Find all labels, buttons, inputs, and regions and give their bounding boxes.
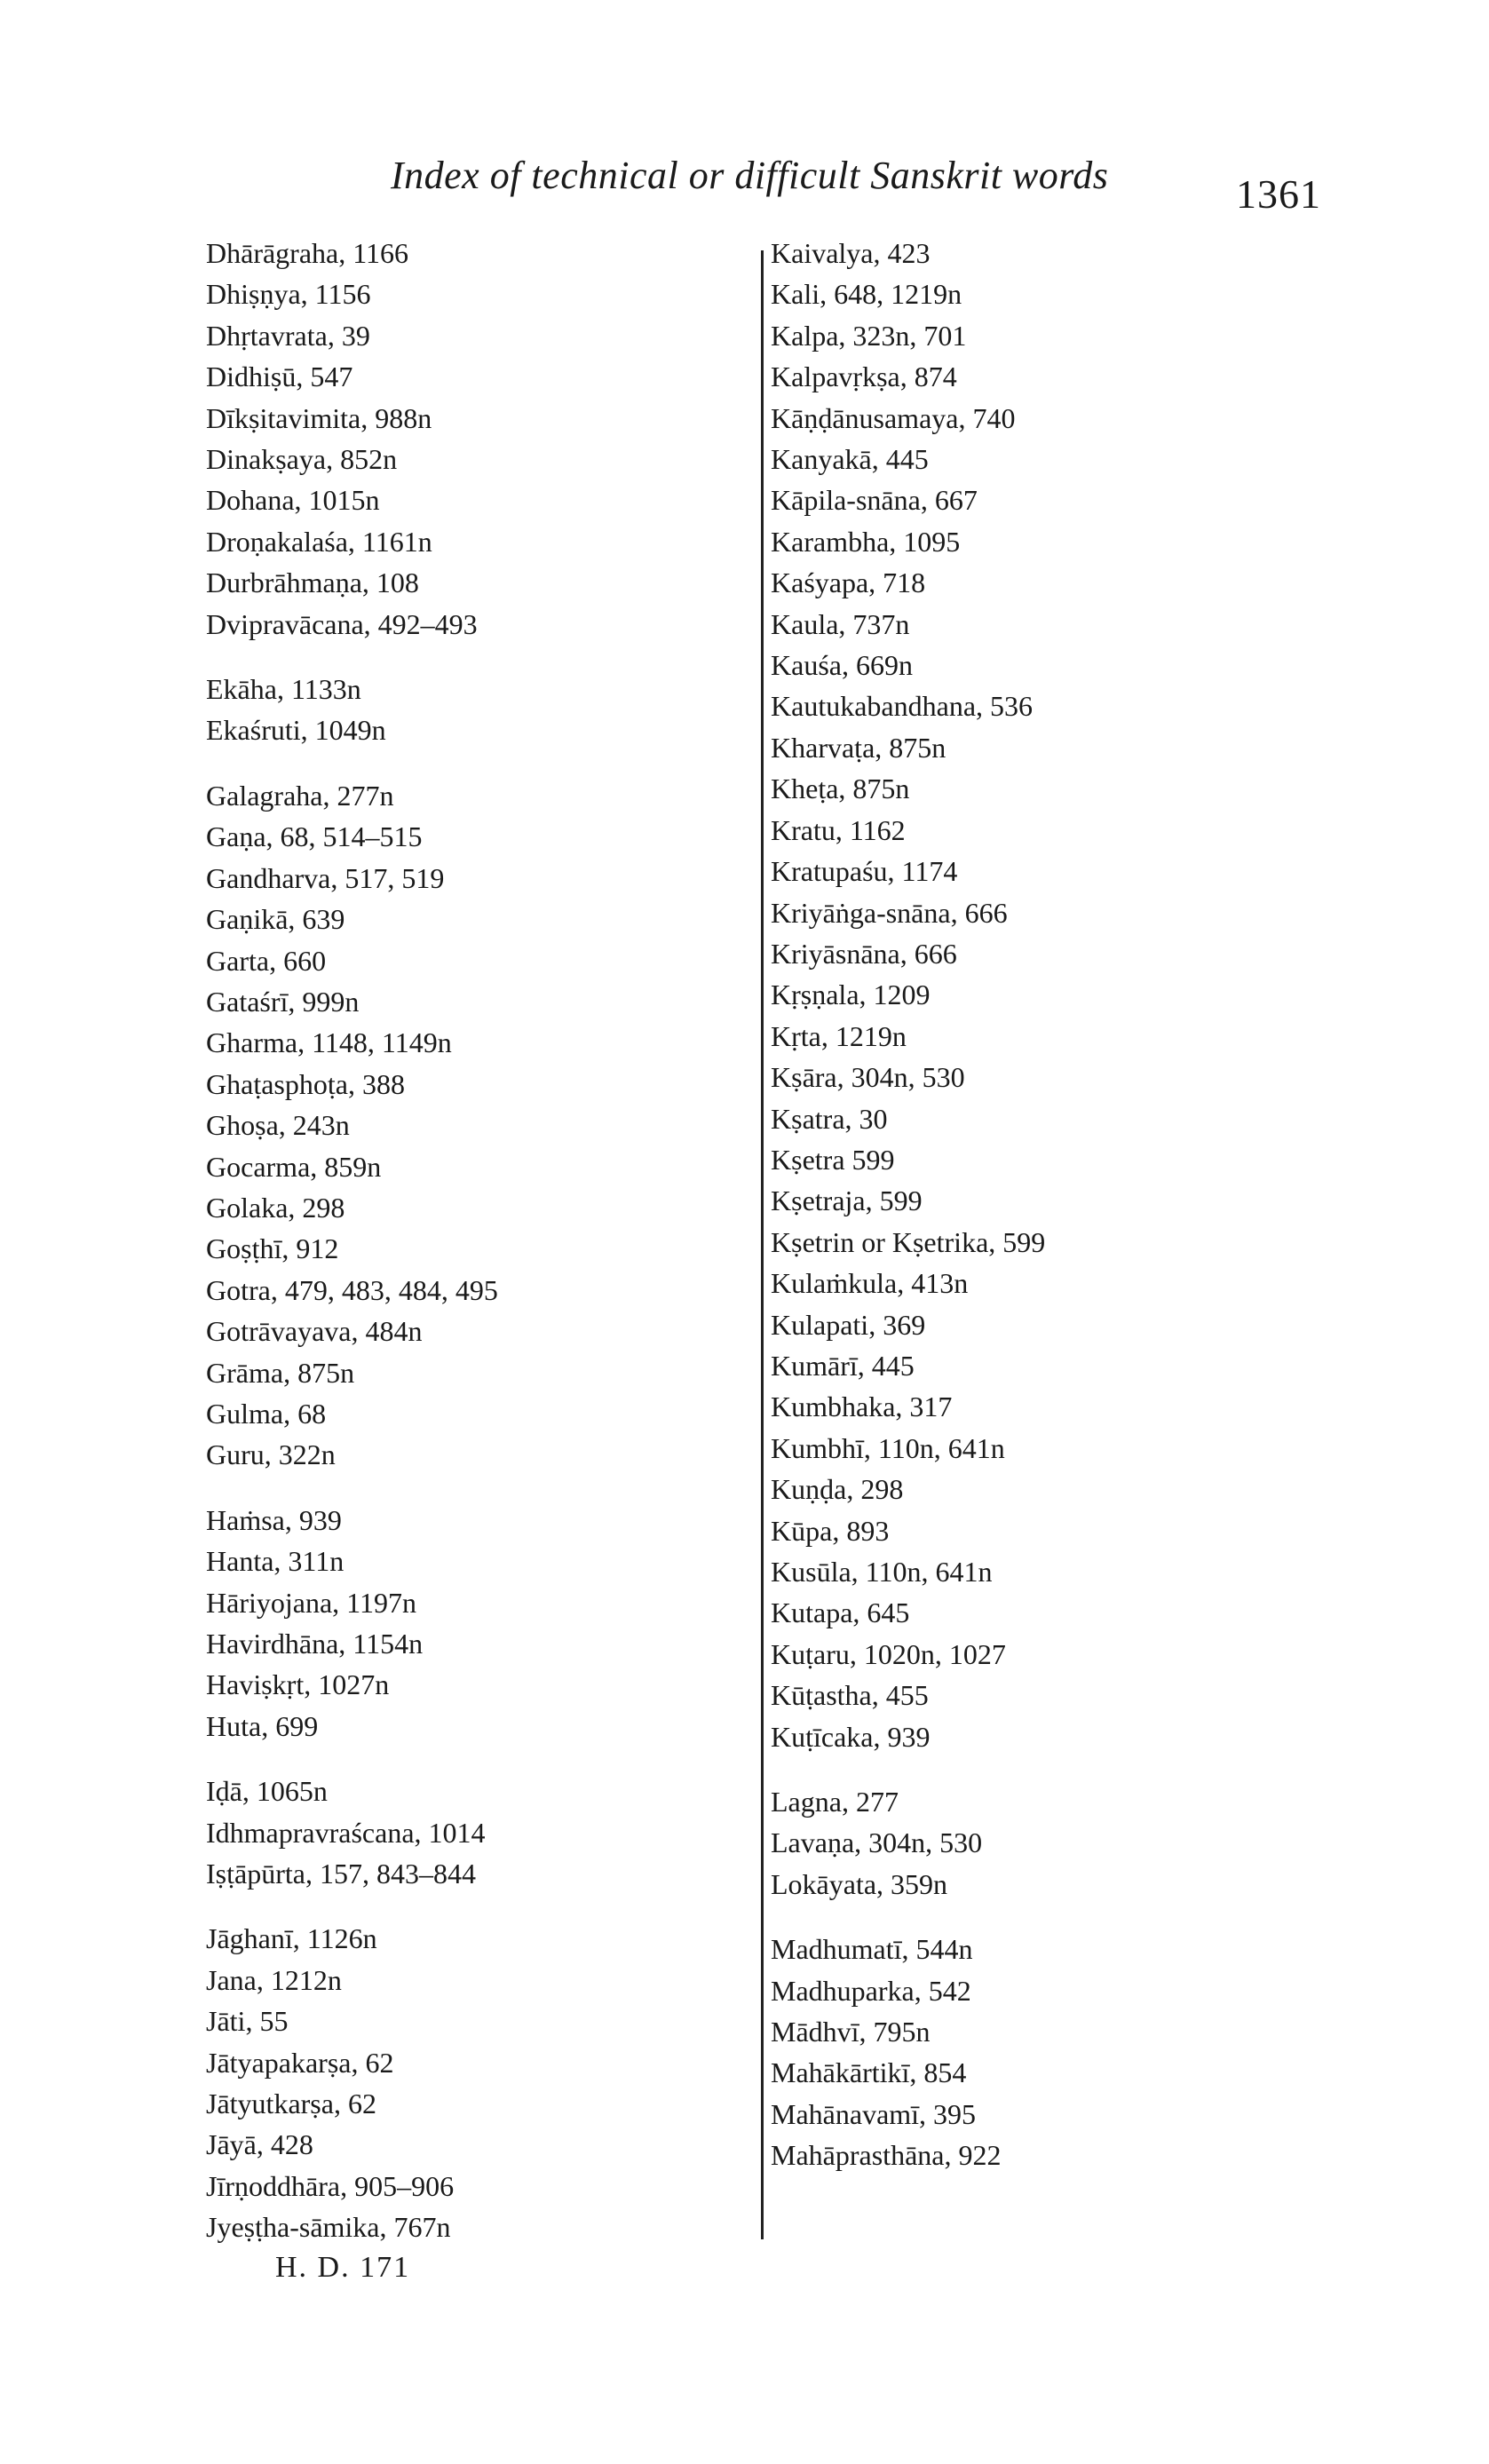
index-entry: Kutapa, 645 bbox=[771, 1596, 910, 1629]
index-entry: Madhuparka, 542 bbox=[771, 1974, 971, 2007]
index-entry: Ekaśruti, 1049n bbox=[206, 714, 386, 747]
index-entry: Guru, 322n bbox=[206, 1438, 336, 1471]
index-letter-group bbox=[206, 669, 498, 751]
index-entry: Kṛta, 1219n bbox=[771, 1019, 907, 1052]
column-divider-rule bbox=[761, 250, 764, 2239]
index-entry: Dīkṣitavimita, 988n bbox=[206, 401, 432, 434]
index-entry: Kṣatra, 30 bbox=[771, 1102, 888, 1135]
index-entry: Hanta, 311n bbox=[206, 1545, 345, 1578]
index-entry: Haṁsa, 939 bbox=[206, 1503, 342, 1536]
index-entry: Didhiṣū, 547 bbox=[206, 360, 353, 393]
index-entry: Kauśa, 669n bbox=[771, 649, 913, 682]
index-entry: Jīrṇoddhāra, 905–906 bbox=[206, 2169, 455, 2202]
index-entry: Mahāprasthāna, 922 bbox=[771, 2139, 1002, 2172]
index-entry: Garta, 660 bbox=[206, 944, 327, 977]
index-entry: Gocarma, 859n bbox=[206, 1150, 382, 1183]
index-entry: Kṣāra, 304n, 530 bbox=[771, 1061, 965, 1094]
index-entry: Kaivalya, 423 bbox=[771, 237, 931, 269]
index-entry: Jāti, 55 bbox=[206, 2005, 289, 2038]
index-entry: Gotra, 479, 483, 484, 495 bbox=[206, 1273, 498, 1306]
index-entry: Kumbhī, 110n, 641n bbox=[771, 1431, 1005, 1464]
index-entry: Kaula, 737n bbox=[771, 607, 910, 640]
index-entry: Kaśyapa, 718 bbox=[771, 566, 926, 599]
index-entry: Grāma, 875n bbox=[206, 1356, 355, 1389]
index-letter-group bbox=[206, 775, 498, 1476]
index-entry: Kuṇḍa, 298 bbox=[771, 1473, 904, 1506]
index-entry: Kusūla, 110n, 641n bbox=[771, 1556, 993, 1588]
index-entry: Jāghanī, 1126n bbox=[206, 1922, 377, 1955]
index-entry: Kanyakā, 445 bbox=[771, 443, 929, 476]
index-entry: Idhmapravraścana, 1014 bbox=[206, 1816, 486, 1849]
index-entry: Lavaṇa, 304n, 530 bbox=[771, 1826, 983, 1859]
index-column-left bbox=[206, 233, 498, 2272]
index-entry: Ekāha, 1133n bbox=[206, 673, 361, 706]
index-entry: Gataśrī, 999n bbox=[206, 985, 360, 1018]
index-entry: Mādhvī, 795n bbox=[771, 2016, 931, 2048]
index-letter-group bbox=[771, 1929, 1045, 2175]
index-entry: Jāyā, 428 bbox=[206, 2128, 313, 2161]
index-letter-group bbox=[206, 1500, 498, 1747]
index-entry: Iḍā, 1065n bbox=[206, 1775, 328, 1808]
index-entry: Kṣetrin or Kṣetrika, 599 bbox=[771, 1225, 1046, 1258]
index-entry: Dvipravācana, 492–493 bbox=[206, 607, 478, 640]
index-entry: Gandharva, 517, 519 bbox=[206, 861, 445, 894]
index-letter-group bbox=[206, 1771, 498, 1894]
index-entry: Kratu, 1162 bbox=[771, 813, 906, 846]
index-entry: Jyeṣṭha-sāmika, 767n bbox=[206, 2211, 451, 2244]
index-letter-group bbox=[771, 233, 1045, 1757]
index-entry: Iṣṭāpūrta, 157, 843–844 bbox=[206, 1858, 476, 1890]
index-entry: Lokāyata, 359n bbox=[771, 1867, 948, 1900]
index-entry: Kriyāṅga-snāna, 666 bbox=[771, 896, 1008, 929]
index-entry: Kriyāsnāna, 666 bbox=[771, 937, 957, 970]
index-entry: Kulapati, 369 bbox=[771, 1308, 926, 1341]
index-entry: Mahānavamī, 395 bbox=[771, 2097, 977, 2130]
index-entry: Dinakṣaya, 852n bbox=[206, 443, 398, 476]
index-letter-group bbox=[206, 233, 498, 645]
index-entry: Gotrāvayava, 484n bbox=[206, 1315, 423, 1348]
index-entry: Gulma, 68 bbox=[206, 1397, 327, 1430]
index-entry: Gaṇa, 68, 514–515 bbox=[206, 820, 423, 853]
index-entry: Jana, 1212n bbox=[206, 1963, 342, 1996]
index-entry: Kuṭīcaka, 939 bbox=[771, 1720, 931, 1753]
index-entry: Kūṭastha, 455 bbox=[771, 1679, 929, 1712]
index-entry: Kuṭaru, 1020n, 1027 bbox=[771, 1637, 1006, 1670]
index-entry: Haviṣkṛt, 1027n bbox=[206, 1668, 390, 1701]
index-entry: Mahākārtikī, 854 bbox=[771, 2056, 967, 2089]
index-entry: Kṛṣṇala, 1209 bbox=[771, 978, 931, 1011]
index-entry: Kali, 648, 1219n bbox=[771, 278, 962, 311]
index-entry: Golaka, 298 bbox=[206, 1191, 345, 1224]
index-entry: Dhiṣṇya, 1156 bbox=[206, 278, 371, 311]
index-letter-group bbox=[771, 1781, 1045, 1905]
index-entry: Kūpa, 893 bbox=[771, 1514, 890, 1547]
index-letter-group bbox=[206, 1918, 498, 2247]
index-entry: Dohana, 1015n bbox=[206, 484, 380, 517]
index-entry: Kṣetraja, 599 bbox=[771, 1184, 923, 1217]
index-entry: Ghaṭasphoṭa, 388 bbox=[206, 1067, 405, 1100]
index-entry: Gharma, 1148, 1149n bbox=[206, 1026, 452, 1059]
index-entry: Madhumatī, 544n bbox=[771, 1933, 973, 1966]
printer-signature-mark: H. D. 171 bbox=[275, 2251, 411, 2284]
index-entry: Lagna, 277 bbox=[771, 1786, 899, 1818]
index-entry: Kalpa, 323n, 701 bbox=[771, 319, 967, 352]
page-number: 1361 bbox=[1236, 171, 1321, 217]
index-entry: Kumbhaka, 317 bbox=[771, 1390, 953, 1423]
index-entry: Kṣetra 599 bbox=[771, 1143, 895, 1176]
index-entry: Huta, 699 bbox=[206, 1709, 319, 1742]
index-entry: Havirdhāna, 1154n bbox=[206, 1628, 424, 1660]
index-entry: Hāriyojana, 1197n bbox=[206, 1586, 416, 1619]
index-entry: Jātyapakarṣa, 62 bbox=[206, 2046, 394, 2079]
index-entry: Kalpavṛkṣa, 874 bbox=[771, 360, 957, 393]
index-entry: Gaṇikā, 639 bbox=[206, 903, 345, 936]
index-entry: Dhārāgraha, 1166 bbox=[206, 237, 409, 269]
index-entry: Kulaṁkula, 413n bbox=[771, 1267, 969, 1300]
index-entry: Kharvaṭa, 875n bbox=[771, 731, 946, 764]
index-entry: Kāpila-snāna, 667 bbox=[771, 484, 978, 517]
index-entry: Dhṛtavrata, 39 bbox=[206, 319, 370, 352]
index-entry: Durbrāhmaṇa, 108 bbox=[206, 566, 419, 599]
index-entry: Ghoṣa, 243n bbox=[206, 1109, 350, 1142]
index-entry: Goṣṭhī, 912 bbox=[206, 1232, 339, 1265]
index-column-right bbox=[771, 233, 1045, 2200]
running-header-title: Index of technical or difficult Sanskrit words bbox=[391, 154, 1109, 197]
index-entry: Kautukabandhana, 536 bbox=[771, 690, 1034, 723]
index-entry: Kheṭa, 875n bbox=[771, 772, 910, 805]
index-entry: Galagraha, 277n bbox=[206, 779, 394, 812]
index-entry: Karambha, 1095 bbox=[771, 525, 961, 558]
index-entry: Droṇakalaśa, 1161n bbox=[206, 525, 432, 558]
index-entry: Kāṇḍānusamaya, 740 bbox=[771, 401, 1016, 434]
index-entry: Kratupaśu, 1174 bbox=[771, 855, 958, 888]
index-entry: Jātyutkarṣa, 62 bbox=[206, 2088, 376, 2120]
index-entry: Kumārī, 445 bbox=[771, 1349, 915, 1382]
